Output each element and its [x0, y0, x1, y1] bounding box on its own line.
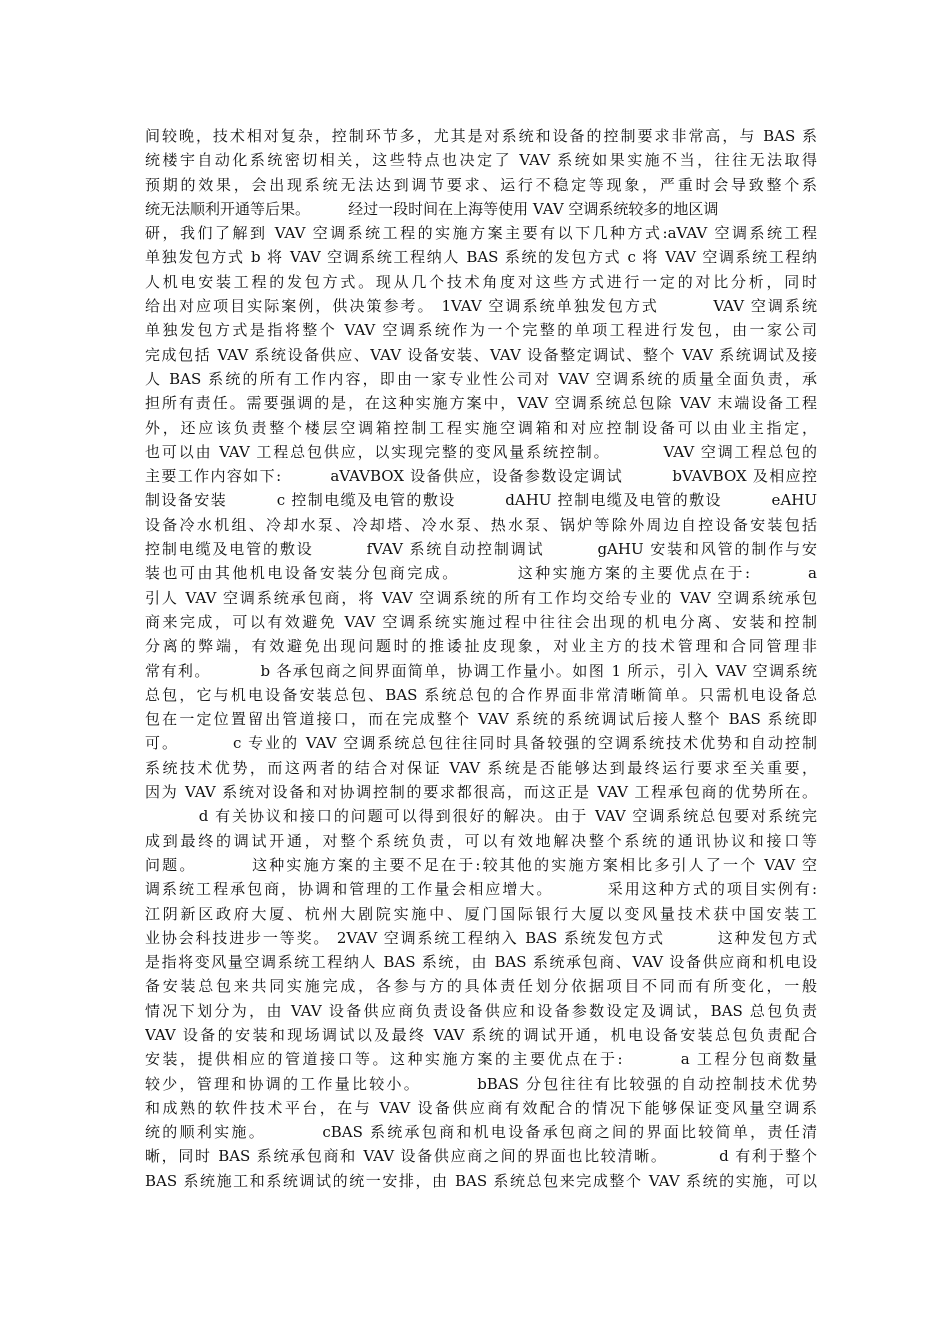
text-line: 是指将变风量空调系统工程纳人 BAS 系统，由 BAS 系统承包商、VAV 设备供应商和机电设	[145, 953, 817, 972]
text-line: 备安装总包来共同实施完成，各参与方的具体责任划分依据项目不同而有所变化，一般	[145, 977, 817, 996]
text-line: VAV 设备的安装和现场调试以及最终 VAV 系统的调试开通，机电设备安装总包负责配合	[145, 1025, 817, 1044]
text-line: 单独发包方式是指将整个 VAV 空调系统作为一个完整的单项工程进行发包，由一家公司	[145, 321, 817, 340]
text-line: 包在一定位置留出管道接口，而在完成整个 VAV 系统的系统调试后接人整个 BAS 系统即	[145, 710, 817, 729]
text-line: 分离的弊端，有效避免出现问题时的推诿扯皮现象，对业主方的技术管理和合同管理非	[145, 637, 817, 656]
text-line: BAS 系统施工和系统调试的统一安排，由 BAS 系统总包来完成整个 VAV 系统的实施，可以	[145, 1171, 817, 1190]
text-line: 研，我们了解到 VAV 空调系统工程的实施方案主要有以下几种方式:aVAV 空调系统工程	[145, 224, 817, 243]
text-line: 预期的效果，会出现系统无法达到调节要求、运行不稳定等现象，严重时会导致整个系	[145, 175, 817, 194]
text-line: 引人 VAV 空调系统承包商，将 VAV 空调系统的所有工作均交给专业的 VAV 空调系统承包	[145, 588, 817, 607]
text-line: d 有关协议和接口的问题可以得到很好的解决。由于 VAV 空调系统总包要对系统完	[145, 807, 817, 826]
text-line: 和成熟的软件技术平台，在与 VAV 设备供应商有效配合的情况下能够保证变风量空调系	[145, 1098, 817, 1117]
text-line: 较少，管理和协调的工作量比较小。 bBAS 分包往往有比较强的自动控制技术优势	[145, 1074, 817, 1093]
text-line: 统无法顺利开通等后果。 经过一段时间在上海等使用 VAV 空调系统较多的地区调	[145, 199, 719, 218]
text-line: 商来完成，可以有效避免 VAV 空调系统实施过程中往往会出现的机电分离、安装和控制	[145, 612, 817, 631]
text-line: 人 BAS 系统的所有工作内容，即由一家专业性公司对 VAV 空调系统的质量全面负责，承	[145, 369, 817, 388]
text-line: 晰，同时 BAS 系统承包商和 VAV 设备供应商之间的界面也比较清晰。 d 有利于整个	[145, 1147, 817, 1166]
text-line: 因为 VAV 系统对设备和对协调控制的要求都很高，而这正是 VAV 工程承包商的优势所在。	[145, 783, 817, 802]
text-line: 制设备安装 c 控制电缆及电管的敷设 dAHU 控制电缆及电管的敷设 eAHU	[145, 491, 817, 510]
text-line: 主要工作内容如下: aVAVBOX 设备供应，设备参数设定调试 bVAVBOX 及相应控	[145, 467, 817, 486]
text-line: 江阴新区政府大厦、杭州大剧院实施中、厦门国际银行大厦以变风量技术获中国安装工	[145, 904, 817, 923]
text-line: 业协会科技进步一等奖。 2VAV 空调系统工程纳入 BAS 系统发包方式 这种发包方式	[145, 928, 817, 947]
text-line: 装也可由其他机电设备安装分包商完成。 这种实施方案的主要优点在于: a	[145, 564, 817, 583]
text-line: 担所有责任。需要强调的是，在这种实施方案中，VAV 空调系统总包除 VAV 末端设备工程	[145, 394, 817, 413]
text-line: 单独发包方式 b 将 VAV 空调系统工程纳人 BAS 系统的发包方式 c 将 VAV 空调系统工程纳	[145, 248, 817, 267]
text-line: 可。 c 专业的 VAV 空调系统总包往往同时具备较强的空调系统技术优势和自动控制	[145, 734, 817, 753]
text-line: 外，还应该负责整个楼层空调箱控制工程实施空调箱和对应控制设备可以由业主指定，	[145, 418, 817, 437]
text-line: 人机电安装工程的发包方式。现从几个技术角度对这些方式进行一定的对比分析，同时	[145, 272, 817, 291]
text-line: 调系统工程承包商，协调和管理的工作量会相应增大。 采用这种方式的项目实例有:	[145, 880, 817, 899]
text-line: 完成包括 VAV 系统设备供应、VAV 设备安装、VAV 设备整定调试、整个 VAV 系统调试及接	[145, 345, 817, 364]
text-line: 间较晚，技术相对复杂，控制环节多，尤其是对系统和设备的控制要求非常高，与 BAS 系	[145, 127, 817, 145]
text-line: 安装，提供相应的管道接口等。这种实施方案的主要优点在于: a 工程分包商数量	[145, 1050, 817, 1069]
text-line: 设备冷水机组、冷却水泵、冷却塔、冷水泵、热水泵、锅炉等除外周边自控设备安装包括	[145, 515, 817, 534]
text-line: 也可以由 VAV 工程总包供应，以实现完整的变风量系统控制。 VAV 空调工程总包的	[145, 442, 817, 461]
text-line: 控制电缆及电管的敷设 fVAV 系统自动控制调试 gAHU 安装和风管的制作与安	[145, 540, 817, 559]
text-line: 统楼宇自动化系统密切相关，这些特点也决定了 VAV 系统如果实施不当，往往无法取得	[145, 151, 817, 170]
text-line: 总包，它与机电设备安装总包、BAS 系统总包的合作界面非常清晰简单。只需机电设备总	[145, 685, 817, 704]
text-line: 情况下划分为，由 VAV 设备供应商负责设备供应和设备参数设定及调试，BAS 总包负责	[145, 1001, 817, 1020]
text-line: 给出对应项目实际案例，供决策参考。 1VAV 空调系统单独发包方式 VAV 空调系统	[145, 297, 817, 316]
text-line: 统的顺利实施。 cBAS 系统承包商和机电设备承包商之间的界面比较简单，责任清	[145, 1123, 817, 1142]
text-line: 成到最终的调试开通，对整个系统负责，可以有效地解决整个系统的通讯协议和接口等	[145, 831, 817, 850]
text-line: 系统技术优势，而这两者的结合对保证 VAV 系统是否能够达到最终运行要求至关重要，	[145, 758, 817, 777]
text-line: 常有利。 b 各承包商之间界面简单，协调工作量小。如图 1 所示，引入 VAV 空调系统	[145, 661, 817, 680]
text-line: 问题。 这种实施方案的主要不足在于:较其他的实施方案相比多引人了一个 VAV 空	[145, 855, 817, 874]
document-page	[145, 124, 817, 1193]
